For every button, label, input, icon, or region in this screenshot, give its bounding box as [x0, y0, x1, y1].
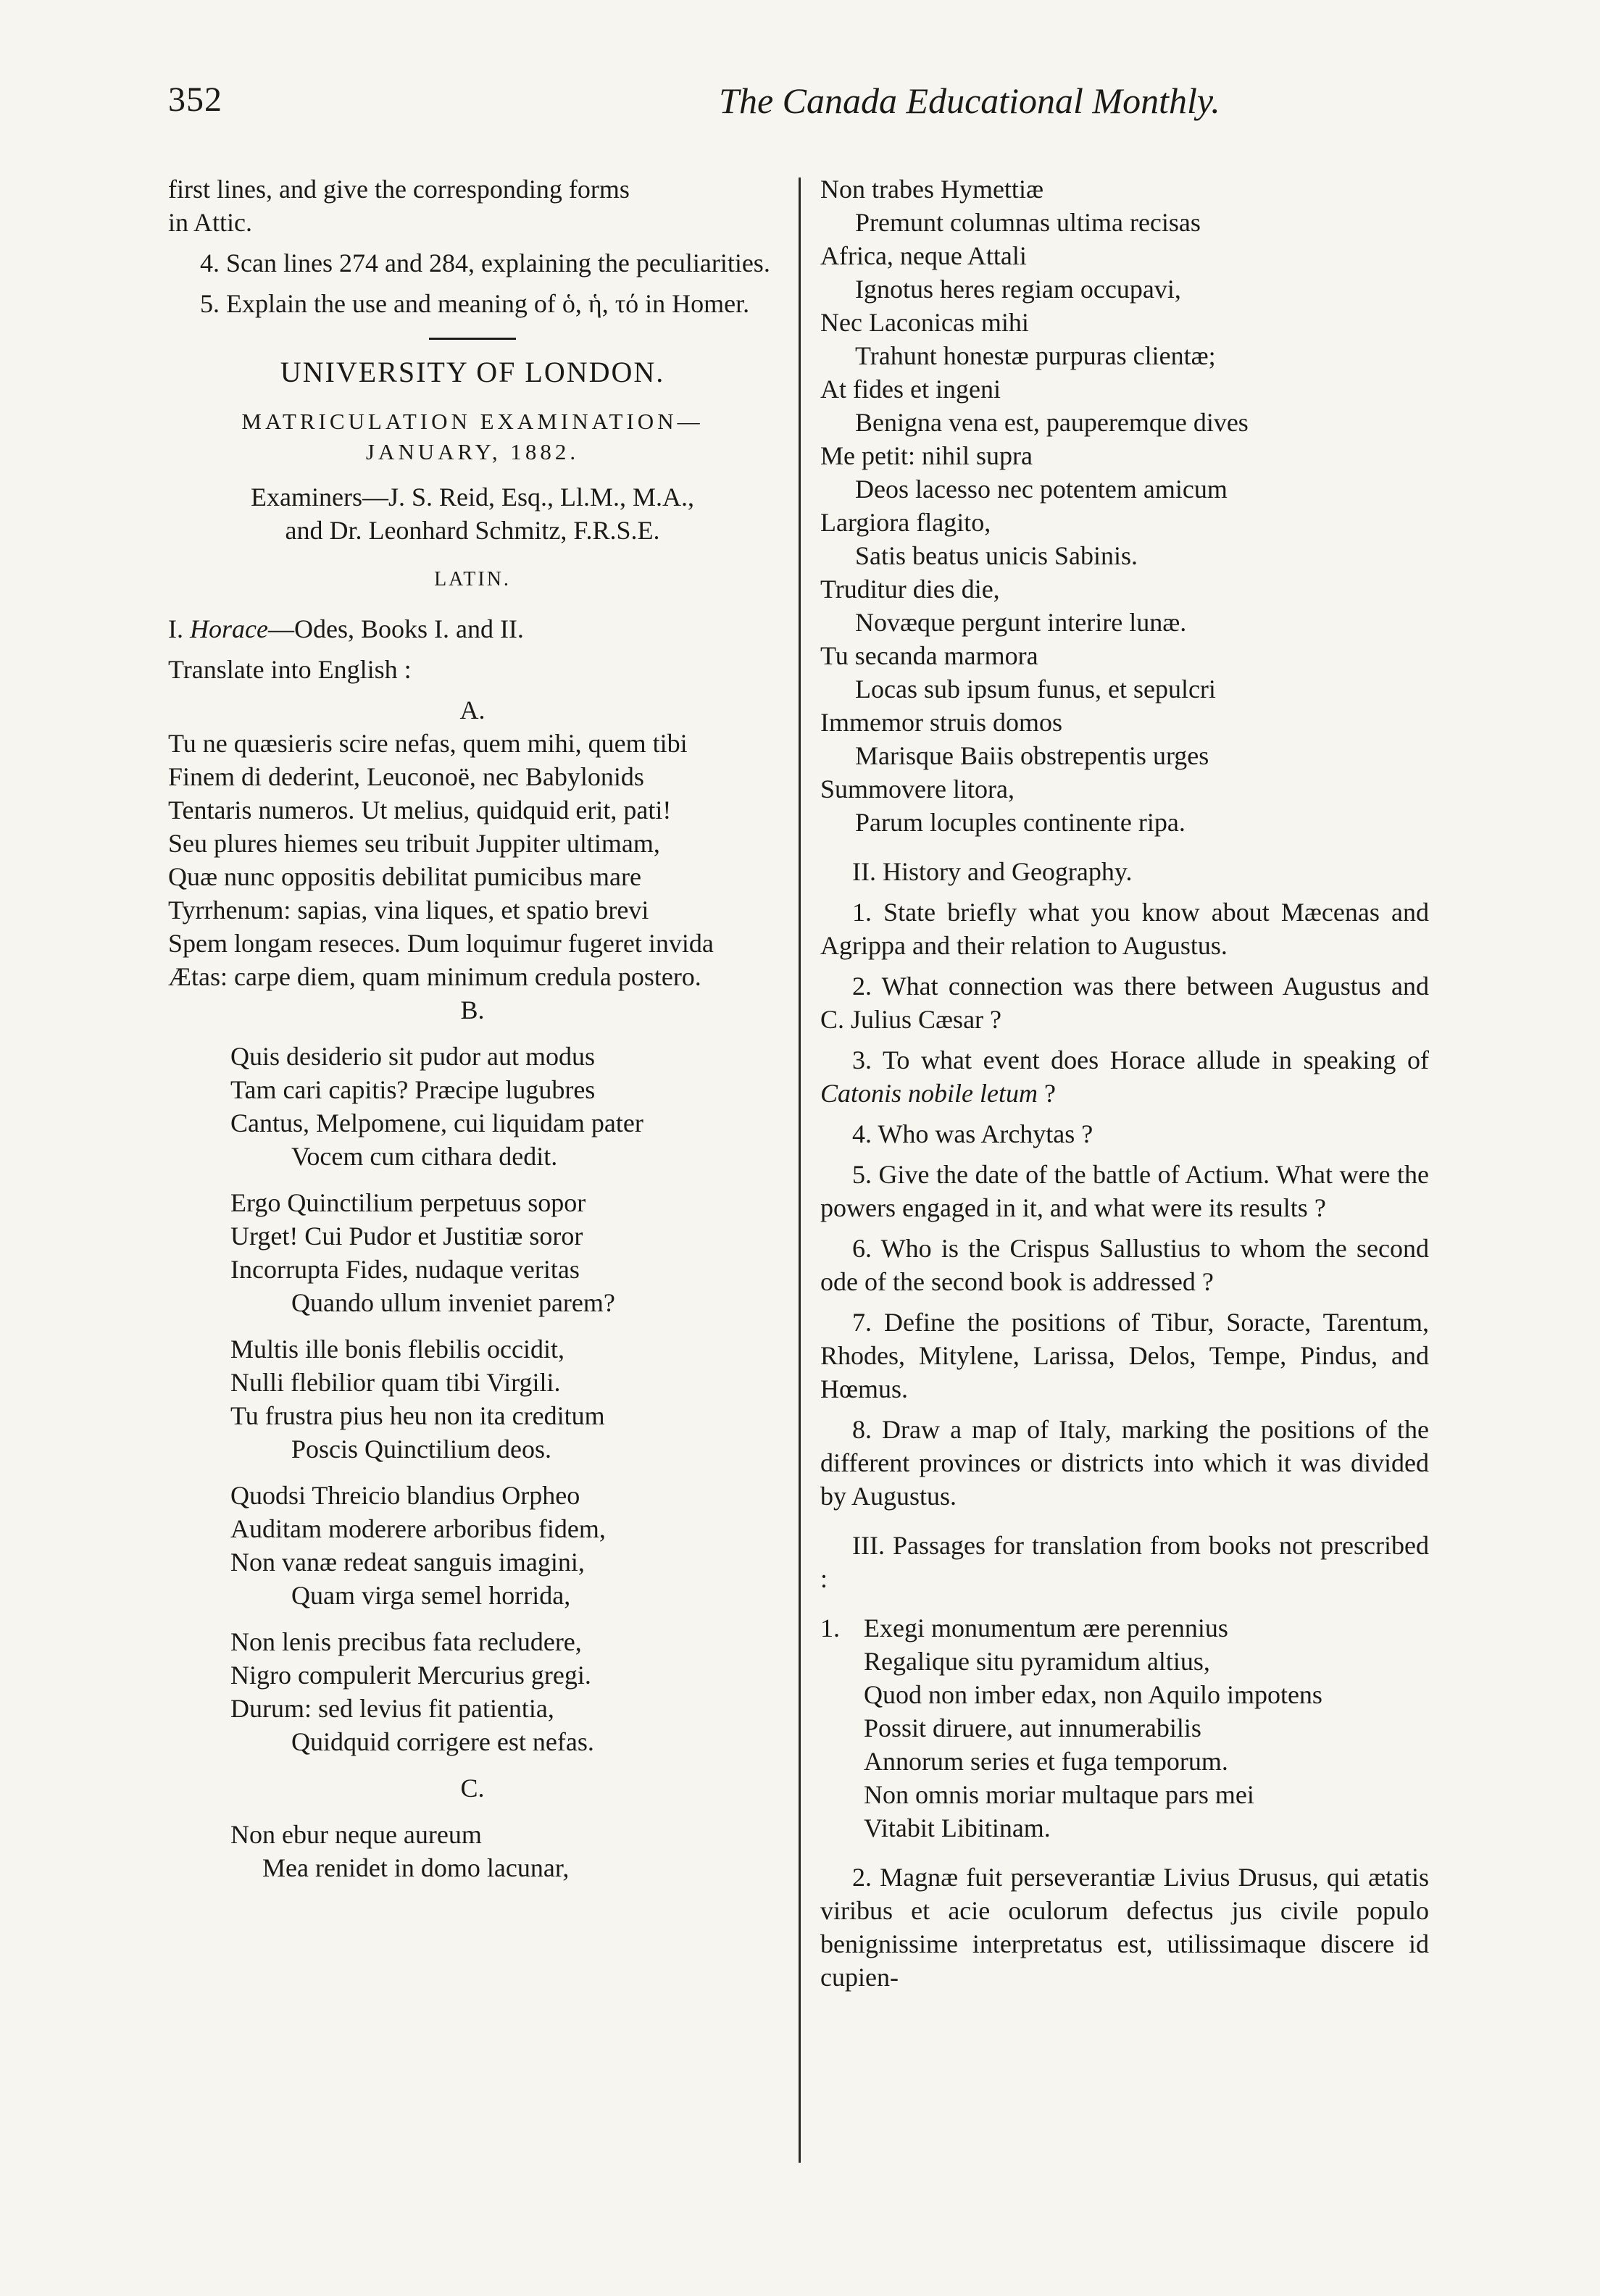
- verse-line: Vitabit Libitinam.: [864, 1813, 1051, 1842]
- verse-line: Annorum series et fuga temporum.: [864, 1747, 1228, 1776]
- verse-line: Trahunt honestæ purpuras clientæ;: [855, 341, 1216, 370]
- section-rule: [429, 338, 516, 340]
- verse-line: Multis ille bonis flebilis occidit,: [230, 1335, 564, 1364]
- left-column: [168, 172, 777, 1884]
- question-5: 5. Explain the use and meaning of ὁ, ἡ, τό in Homer.: [200, 289, 750, 318]
- verse-line: Ergo Quinctilium perpetuus sopor: [230, 1188, 586, 1217]
- examiners-line: and Dr. Leonhard Schmitz, F.R.S.E.: [285, 516, 660, 545]
- verse-line: Novæque pergunt interire lunæ.: [855, 608, 1187, 637]
- right-column: [820, 172, 1429, 1994]
- question-4: 4. Scan lines 274 and 284, explaining the peculiarities.: [200, 249, 770, 277]
- question-1: 1. State briefly what you know about Mæcenas and Agrippa and their relation to Augustus.: [820, 898, 1429, 960]
- verse-line: Incorrupta Fides, nudaque veritas: [230, 1255, 580, 1284]
- verse-line: Deos lacesso nec potentem amicum: [855, 475, 1228, 504]
- verse-line: Poscis Quinctilium deos.: [291, 1435, 551, 1464]
- stanza: [168, 1332, 777, 1466]
- passage-a: [168, 727, 777, 993]
- verse-line: Marisque Baiis obstrepentis urges: [855, 741, 1209, 770]
- verse-line: Premunt columnas ultima recisas: [855, 208, 1201, 237]
- verse-line: At fides et ingeni: [820, 375, 1001, 404]
- question-2: 2. What connection was there between Augustus and C. Julius Cæsar ?: [820, 972, 1429, 1034]
- verse-line: Tentaris numeros. Ut melius, quidquid erit, pati!: [168, 796, 672, 825]
- verse-line: Me petit: nihil supra: [820, 441, 1033, 470]
- verse-line: Quæ nunc oppositis debilitat pumicibus mare: [168, 862, 641, 891]
- verse-line: Non vanæ redeat sanguis imagini,: [230, 1548, 585, 1577]
- verse-line: Satis beatus unicis Sabinis.: [855, 541, 1138, 570]
- section-heading: II. History and Geography.: [852, 857, 1133, 886]
- question-3-text: 3. To what event does Horace allude in speaking of: [852, 1045, 1429, 1074]
- section-author: Horace: [190, 614, 268, 643]
- exam-title-line: MATRICULATION EXAMINATION—: [241, 409, 704, 434]
- verse-line: Locas sub ipsum funus, et sepulcri: [855, 675, 1216, 704]
- question-3-end: ?: [1038, 1079, 1056, 1108]
- page-number: 352: [168, 80, 222, 119]
- verse-line: Tu ne quæsieris scire nefas, quem mihi, quem tibi: [168, 729, 688, 758]
- verse-line: Regalique situ pyramidum altius,: [864, 1647, 1210, 1676]
- passage-2: 2. Magnæ fuit perseverantiæ Livius Drusus, qui ætatis viribus et acie oculorum defectus jus civile populo benignissime interpretatus est, utilissimaque discere id cupien-: [820, 1863, 1429, 1992]
- verse-line: Ætas: carpe diem, quam minimum credula postero.: [168, 962, 701, 991]
- section-heading: III. Passages for translation from books not prescribed :: [820, 1531, 1429, 1593]
- verse-line: Largiora flagito,: [820, 508, 991, 537]
- verse-line: Truditur dies die,: [820, 575, 1000, 604]
- page-header: [165, 80, 1448, 130]
- verse-line: Quod non imber edax, non Aquilo impotens: [864, 1680, 1322, 1709]
- question-7: 7. Define the positions of Tibur, Soracte, Tarentum, Rhodes, Mitylene, Larissa, Delos, Tempe, Pindus, and Hœmus.: [820, 1308, 1429, 1403]
- exam-title: [168, 406, 777, 467]
- question-3: [820, 1043, 1429, 1110]
- university-heading: UNIVERSITY OF LONDON.: [280, 356, 665, 388]
- question-8: 8. Draw a map of Italy, marking the positions of the different provinces or districts into which it was divided by Augustus.: [820, 1415, 1429, 1511]
- verse-line: Non trabes Hymettiæ: [820, 175, 1043, 204]
- stanza: [168, 1479, 777, 1612]
- verse-line: Vocem cum cithara dedit.: [291, 1142, 558, 1171]
- passage-number: 1.: [820, 1614, 840, 1642]
- verse-line: Quidquid corrigere est nefas.: [291, 1727, 594, 1756]
- verse-line: Parum locuples continente ripa.: [855, 808, 1186, 837]
- question-6: 6. Who is the Crispus Sallustius to whom the second ode of the second book is addressed ?: [820, 1234, 1429, 1296]
- verse-line: Tu frustra pius heu non ita creditum: [230, 1401, 605, 1430]
- question-4: 4. Who was Archytas ?: [852, 1119, 1093, 1148]
- verse-line: Urget! Cui Pudor et Justitiæ soror: [230, 1222, 583, 1251]
- question-5: 5. Give the date of the battle of Actium. What were the powers engaged in it, and what were its results ?: [820, 1160, 1429, 1222]
- section-title: —Odes, Books I. and II.: [267, 614, 524, 643]
- verse-line: Quando ullum inveniet parem?: [291, 1288, 615, 1317]
- question-3-quote: Catonis nobile letum: [820, 1079, 1038, 1108]
- verse-line: Finem di dederint, Leuconoë, nec Babylonids: [168, 762, 644, 791]
- verse-line: Spem longam reseces. Dum loquimur fugeret invida: [168, 929, 714, 958]
- passage-c-continued: [820, 172, 1429, 839]
- verse-line: Durum: sed levius fit patientia,: [230, 1694, 554, 1723]
- passage-c: [168, 1818, 777, 1884]
- subject-heading: LATIN.: [434, 568, 511, 590]
- verse-line: Exegi monumentum ære perennius: [864, 1614, 1228, 1642]
- verse-line: Nec Laconicas mihi: [820, 308, 1029, 337]
- verse-line: Cantus, Melpomene, cui liquidam pater: [230, 1109, 643, 1137]
- instruction: Translate into English :: [168, 655, 412, 684]
- verse-line: Nulli flebilior quam tibi Virgili.: [230, 1368, 561, 1397]
- verse-line: Africa, neque Attali: [820, 241, 1027, 270]
- column-divider: [799, 178, 801, 2163]
- verse-line: Possit diruere, aut innumerabilis: [864, 1713, 1201, 1742]
- verse-line: Auditam moderere arboribus fidem,: [230, 1514, 606, 1543]
- passage-label: C.: [460, 1774, 485, 1803]
- verse-line: Summovere litora,: [820, 775, 1014, 803]
- verse-line: Non lenis precibus fata recludere,: [230, 1627, 582, 1656]
- passage-label: A.: [459, 696, 486, 725]
- verse-line: Tu secanda marmora: [820, 641, 1038, 670]
- stanza: [168, 1625, 777, 1758]
- examiners-line: Examiners—J. S. Reid, Esq., Ll.M., M.A.,: [251, 483, 694, 512]
- intro-line: first lines, and give the corresponding forms: [168, 175, 630, 204]
- verse-line: Seu plures hiemes seu tribuit Juppiter ultimam,: [168, 829, 660, 858]
- verse-line: Non omnis moriar multaque pars mei: [864, 1780, 1254, 1809]
- intro-line: in Attic.: [168, 208, 252, 237]
- verse-line: Quodsi Threicio blandius Orpheo: [230, 1481, 580, 1510]
- verse-line: Quis desiderio sit pudor aut modus: [230, 1042, 595, 1071]
- section-number: I.: [168, 614, 183, 643]
- verse-line: Tam cari capitis? Præcipe lugubres: [230, 1075, 596, 1104]
- stanza: [168, 1186, 777, 1319]
- verse-line: Non ebur neque aureum: [230, 1820, 482, 1849]
- verse-line: Nigro compulerit Mercurius gregi.: [230, 1661, 591, 1690]
- verse-line: Quam virga semel horrida,: [291, 1581, 571, 1610]
- verse-line: Benigna vena est, pauperemque dives: [855, 408, 1249, 437]
- examiners: [168, 480, 777, 547]
- section-heading: [168, 612, 777, 646]
- verse-line: Mea renidet in domo lacunar,: [262, 1853, 570, 1882]
- passage-label: B.: [460, 995, 485, 1024]
- running-title: The Canada Educational Monthly.: [719, 80, 1220, 121]
- verse-line: Ignotus heres regiam occupavi,: [855, 275, 1181, 304]
- verse-line: Immemor struis domos: [820, 708, 1062, 737]
- stanza: [168, 1040, 777, 1173]
- verse-line: Tyrrhenum: sapias, vina liques, et spatio brevi: [168, 896, 649, 924]
- exam-date: JANUARY, 1882.: [365, 439, 580, 464]
- passage-1: [820, 1611, 1429, 1845]
